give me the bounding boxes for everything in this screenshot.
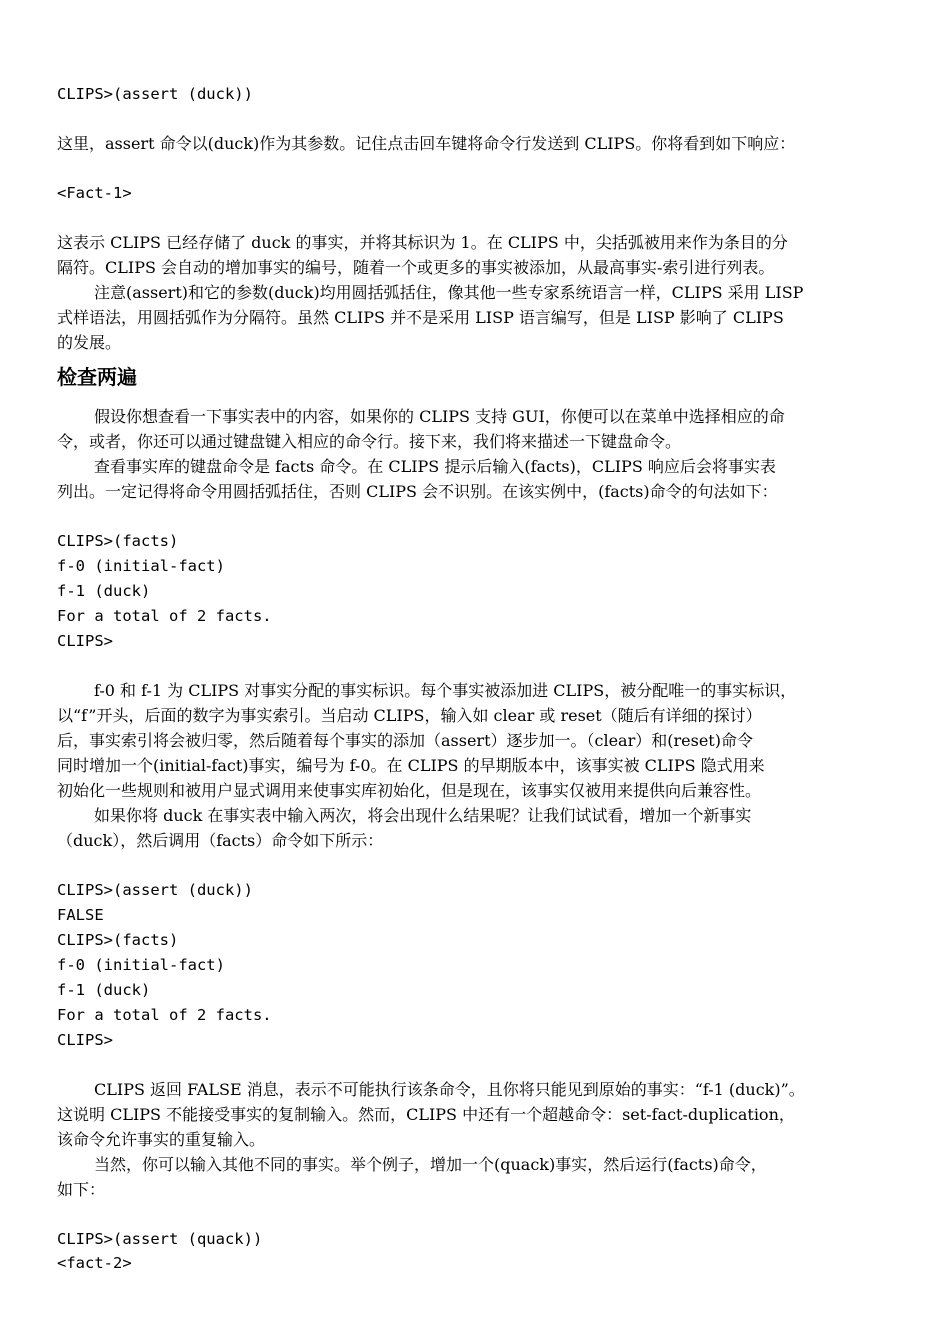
paragraph-line: 如下： [57,1180,106,1199]
paragraph-line: 假设你想查看一下事实表中的内容，如果你的 CLIPS 支持 GUI，你便可以在菜单中选择相应的命 [94,407,785,426]
code-line: <fact-2> [57,1254,132,1272]
code-line: For a total of 2 facts. [57,1006,272,1024]
code-line: CLIPS> [57,1031,113,1049]
section-heading: 检查两遍 [57,365,137,389]
paragraph-line: 查看事实库的键盘命令是 facts 命令。在 CLIPS 提示后输入(facts)，CLIPS 响应后会将事实表 [94,457,776,476]
paragraph-line: 以“f”开头，后面的数字为事实索引。当启动 CLIPS，输入如 clear 或 reset（随后有详细的探讨） [57,706,762,725]
code-line: f-0 (initial-fact) [57,557,225,575]
paragraph-line: 隔符。CLIPS 会自动的增加事实的编号，随着一个或更多的事实被添加，从最高事实-索引进行列表。 [57,258,775,277]
paragraph-line: 后，事实索引将会被归零，然后随着每个事实的添加（assert）逐步加一。（clear）和(reset)命令 [57,731,753,750]
code-line: <Fact-1> [57,184,132,202]
paragraph-line: 如果你将 duck 在事实表中输入两次，将会出现什么结果呢？让我们试试看，增加一个新事实 [94,806,752,825]
code-line: CLIPS> [57,632,113,650]
code-line: f-1 (duck) [57,981,151,999]
paragraph-line: CLIPS 返回 FALSE 消息，表示不可能执行该条命令，且你将只能见到原始的事实：“f-1 (duck)”。 [94,1080,805,1099]
paragraph-line: 令，或者，你还可以通过键盘键入相应的命令行。接下来，我们将来描述一下键盘命令。 [57,432,682,451]
paragraph-line: 注意(assert)和它的参数(duck)均用圆括弧括住，像其他一些专家系统语言一样，CLIPS 采用 LISP [94,283,804,302]
paragraph-line: 的发展。 [57,333,122,352]
paragraph-line: 列出。一定记得将命令用圆括弧括住，否则 CLIPS 会不识别。在该实例中，(facts)命令的句法如下： [57,482,778,501]
code-line: f-1 (duck) [57,582,151,600]
code-line: CLIPS>(assert (duck)) [57,881,253,899]
paragraph-line: 初始化一些规则和被用户显式调用来使事实库初始化，但是现在，该事实仅被用来提供向后兼容性。 [57,781,762,800]
code-line: f-0 (initial-fact) [57,956,225,974]
code-line: FALSE [57,906,104,924]
paragraph-line: 式样语法，用圆括弧作为分隔符。虽然 CLIPS 并不是采用 LISP 语言编写，但是 LISP 影响了 CLIPS [57,308,784,327]
paragraph-line: 这说明 CLIPS 不能接受事实的复制输入。然而，CLIPS 中还有一个超越命令：set-fact-duplication， [57,1105,795,1124]
paragraph-line: 这里，assert 命令以(duck)作为其参数。记住点击回车键将命令行发送到 CLIPS。你将看到如下响应： [57,134,796,153]
paragraph-line: 这表示 CLIPS 已经存储了 duck 的事实，并将其标识为 1。在 CLIPS 中，尖括弧被用来作为条目的分 [57,233,788,252]
code-line: CLIPS>(facts) [57,931,179,949]
paragraph-line: 同时增加一个(initial-fact)事实，编号为 f-0。在 CLIPS 的早期版本中，该事实被 CLIPS 隐式用来 [57,756,765,775]
paragraph-line: 当然，你可以输入其他不同的事实。举个例子，增加一个(quack)事实，然后运行(facts)命令， [94,1155,767,1174]
code-line: CLIPS>(facts) [57,532,179,550]
paragraph-line: （duck），然后调用（facts）命令如下所示： [57,831,384,850]
paragraph-line: 该命令允许事实的重复输入。 [57,1130,266,1149]
code-line: CLIPS>(assert (duck)) [57,85,253,103]
paragraph-line: f-0 和 f-1 为 CLIPS 对事实分配的事实标识。每个事实被添加进 CLIPS，被分配唯一的事实标识， [94,681,797,700]
code-line: CLIPS>(assert (quack)) [57,1230,263,1248]
code-line: For a total of 2 facts. [57,607,272,625]
